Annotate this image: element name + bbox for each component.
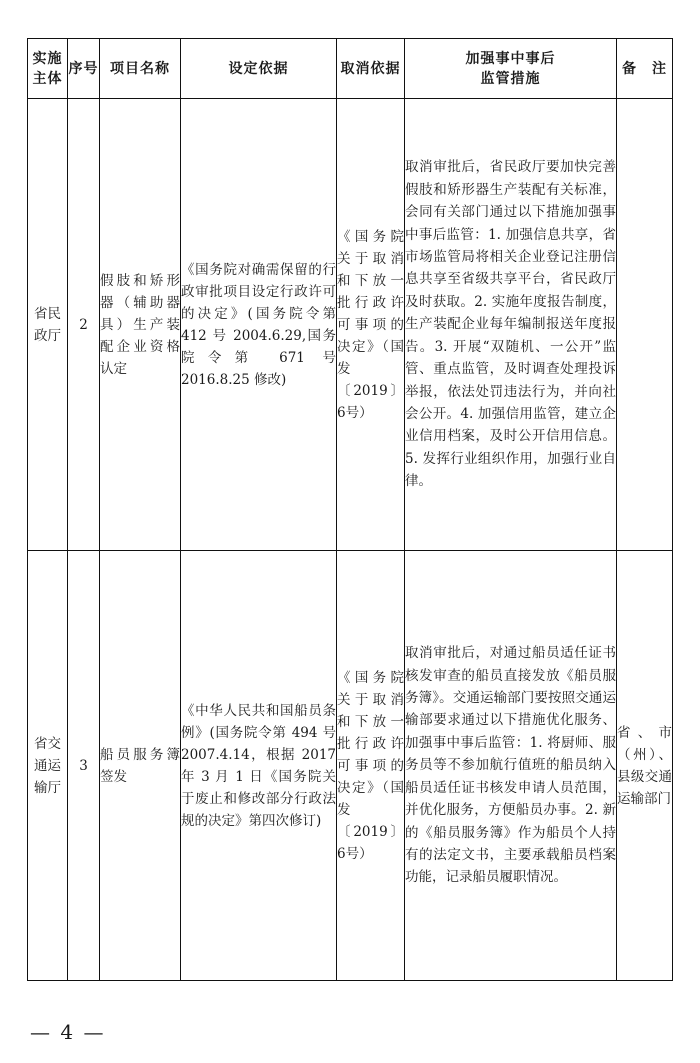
row-number: 2 (68, 99, 100, 551)
header-cancel: 取消依据 (337, 39, 405, 99)
row-note (617, 99, 673, 551)
header-name: 项目名称 (100, 39, 181, 99)
items-table (27, 38, 673, 981)
row-basis: 《国务院对确需保留的行政审批项目设定行政许可的决定》(国务院令第 412 号 2004.6.29,国务院令第 671 号 2016.8.25 修改) (181, 99, 337, 551)
header-subject: 实施 主体 (28, 39, 68, 99)
header-measures: 加强事中事后 监管措施 (405, 39, 617, 99)
row-cancel-basis: 《国务院关于取消和下放一批行政许可事项的决定》（国发〔2019〕6号） (337, 551, 405, 981)
row-number: 3 (68, 551, 100, 981)
row-cancel-basis: 《国务院关于取消和下放一批行政许可事项的决定》（国发〔2019〕6号） (337, 99, 405, 551)
header-note: 备 注 (617, 39, 673, 99)
row-measures: 取消审批后，省民政厅要加快完善假肢和矫形器生产装配有关标准，会同有关部门通过以下措施加强事中事后监管：1. 加强信息共享，省市场监管局将相关企业登记注册信息共享至省级共享平台，省民政厅及时获取。2. 实施年度报告制度，生产装配企业每年编制报送年度报告。3. 开展“双随机、一公开”监管、重点监管，及时调查处理投诉举报，依法处罚违法行为，并向社会公开。4. 加强信用监管，建立企业信用档案，及时公开信用信息。5. 发挥行业组织作用，加强行业自律。 (405, 99, 617, 551)
table-row (28, 551, 673, 981)
page-number: — 4 — (30, 1020, 106, 1044)
row-subject: 省交 通运 输厅 (28, 551, 68, 981)
header-row (28, 39, 673, 99)
row-item-name: 假肢和矫形器（辅助器具）生产装配企业资格认定 (100, 99, 181, 551)
row-basis: 《中华人民共和国船员条例》(国务院令第 494 号 2007.4.14，根据 2017 年 3 月 1 日《国务院关于废止和修改部分行政法规的决定》第四次修订) (181, 551, 337, 981)
row-item-name: 船员服务簿签发 (100, 551, 181, 981)
table-row (28, 99, 673, 551)
row-subject: 省民 政厅 (28, 99, 68, 551)
header-basis: 设定依据 (181, 39, 337, 99)
header-number: 序号 (68, 39, 100, 99)
row-measures: 取消审批后，对通过船员适任证书核发审查的船员直接发放《船员服务簿》。交通运输部门要按照交通运输部要求通过以下措施优化服务、加强事中事后监管：1. 将厨师、服务员等不参加航行值班的船员纳入船员适任证书核发申请人员范围，并优化服务，方便船员办事。2. 新的《船员服务簿》作为船员个人持有的法定文书，主要承载船员档案功能，记录船员履职情况。 (405, 551, 617, 981)
row-note: 省、市（州）、县级交通运输部门 (617, 551, 673, 981)
